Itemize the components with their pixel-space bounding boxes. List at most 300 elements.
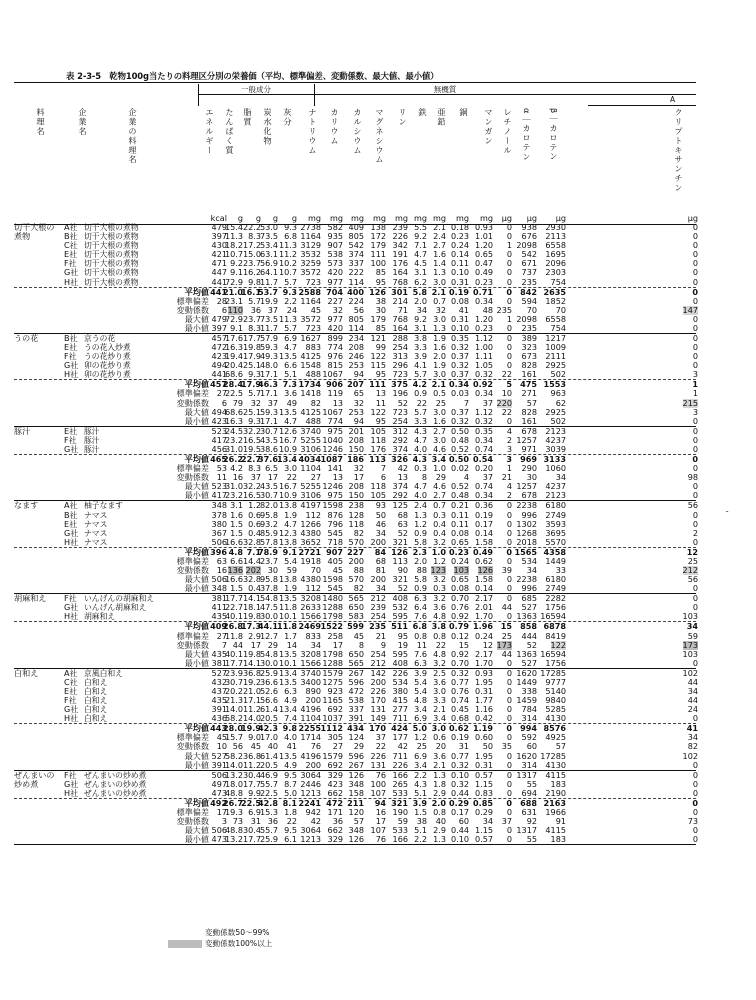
cell-value: 2.7: [433, 425, 446, 436]
cell-value: 678: [521, 425, 537, 436]
cell-value: 0: [692, 415, 698, 426]
cell-value: 179: [370, 240, 386, 251]
cell-value: 23.7: [242, 258, 261, 269]
cell-value: 0.62: [449, 723, 469, 734]
cell-value: 0.31: [450, 313, 469, 324]
cell-value: 2: [692, 527, 698, 538]
cell-value: 3.2: [433, 536, 446, 547]
cell-value: 13.5: [278, 406, 297, 417]
cell-value: 122: [370, 406, 386, 417]
cell-value: 68: [397, 509, 408, 520]
cell-value: 0: [692, 240, 698, 251]
cell-value: 95.8: [259, 574, 278, 585]
cell-value: 479: [211, 222, 227, 233]
cell-value: 16.6: [224, 574, 243, 585]
cell-value: 711: [392, 713, 408, 724]
cell-value: 0: [506, 759, 512, 770]
cell-value: 277: [392, 704, 408, 715]
cell-value: 12.7: [259, 630, 278, 641]
cell-value: 0: [506, 769, 512, 780]
cell-value: 3.9: [414, 351, 427, 362]
cell-value: 11.8: [278, 602, 297, 613]
cell-value: 0.4: [248, 583, 261, 594]
cell-value: 2190: [545, 787, 566, 798]
cell-value: 18.2: [224, 240, 243, 251]
cell-value: 1.0: [431, 546, 446, 557]
cell-value: 1756: [545, 657, 566, 668]
cell-value: 573: [327, 258, 343, 269]
cell-value: 2113: [545, 231, 566, 242]
cell-value: 1213: [300, 787, 321, 798]
cell-value: 678: [521, 490, 537, 501]
cell-value: 20: [435, 741, 446, 752]
cell-value: 969: [520, 454, 537, 465]
stat-row: [14, 659, 704, 668]
cell-value: 38: [416, 816, 427, 827]
stat-label: 最大値: [184, 648, 209, 659]
stat-label: 最小値: [184, 583, 209, 594]
cell-value: 288: [392, 333, 408, 344]
cell-value: 3.0: [433, 406, 446, 417]
cell-value: 313: [392, 351, 408, 362]
cell-value: 1418: [300, 388, 321, 399]
cell-value: 27: [332, 741, 343, 752]
cell-value: 70: [555, 304, 566, 315]
header-dish: 料理名: [36, 108, 46, 137]
cell-value: 5570: [545, 536, 566, 547]
cell-value: 0.32: [450, 360, 469, 371]
cell-value: 1164: [300, 231, 321, 242]
cell-value: 100: [370, 258, 386, 269]
cell-value: 1.8: [433, 778, 446, 789]
company-dish-name: 切干大根の煮物: [84, 259, 139, 269]
cell-value: 200: [305, 759, 321, 770]
cell-value: 2: [506, 490, 512, 501]
header-nutrient: カリウム: [330, 108, 340, 146]
cell-value: 0.4: [433, 527, 446, 538]
cell-value: 2163: [543, 797, 566, 808]
cell-value: 11.3: [224, 231, 243, 242]
cell-value: 45: [216, 732, 227, 743]
cell-value: 183: [550, 834, 566, 845]
cell-value: 692: [327, 704, 343, 715]
cell-value: 22: [375, 741, 386, 752]
cell-value: 0.21: [450, 500, 469, 511]
cell-value: 0: [506, 536, 512, 547]
side-mark: ╶: [724, 508, 729, 516]
cell-value: 113: [369, 454, 386, 465]
company-name: F社: [64, 593, 77, 604]
cell-value: 432: [211, 676, 227, 687]
company-name: F社: [64, 769, 77, 780]
cell-value: 9.5: [284, 769, 297, 780]
cell-value: 40: [267, 741, 278, 752]
cell-value: 430: [211, 240, 227, 251]
cell-value: 170: [369, 723, 386, 734]
cell-value: 23.2: [224, 434, 243, 445]
cell-value: 397: [211, 231, 227, 242]
cell-value: 0: [692, 231, 698, 242]
cell-value: 2.4: [414, 500, 427, 511]
header-nutrient: β｜カロテン: [549, 108, 559, 162]
cell-value: 4130: [545, 713, 566, 724]
cell-value: 1: [692, 379, 698, 390]
cell-value: 4.3: [414, 778, 427, 789]
cell-value: 1.15: [474, 825, 493, 836]
cell-value: 7.6: [414, 648, 427, 659]
cell-value: 4125: [300, 351, 321, 362]
cell-value: 12: [686, 546, 698, 557]
cell-value: 0: [506, 546, 512, 557]
cell-value: 796: [327, 518, 343, 529]
cell-value: 5285: [545, 704, 566, 715]
cell-value: 692: [327, 759, 343, 770]
cell-value: 662: [327, 825, 343, 836]
cell-value: 0.4: [433, 518, 446, 529]
company-dish-name: 京うの花: [84, 334, 116, 344]
cell-value: 2635: [543, 286, 566, 297]
company-name: G社: [64, 778, 79, 789]
cell-value: 473: [211, 834, 227, 845]
cell-value: 2.5: [433, 667, 446, 678]
cell-value: 0: [692, 490, 698, 501]
cell-value: 502: [550, 369, 566, 380]
cell-value: 423: [327, 778, 343, 789]
cell-value: 12.3: [278, 527, 297, 538]
cell-value: 441: [211, 276, 227, 287]
unit-label: mg: [479, 213, 493, 223]
cell-value: 1288: [322, 602, 343, 613]
cell-value: 2.7: [433, 240, 446, 251]
cell-value: 0: [506, 258, 512, 269]
cell-value: 4.8: [433, 648, 446, 659]
cell-value: 68: [375, 555, 386, 566]
cell-value: 545: [327, 583, 343, 594]
cell-value: 2925: [545, 360, 566, 371]
cell-value: 0: [692, 351, 698, 362]
header-divider: [314, 84, 315, 106]
cell-value: 126: [477, 564, 493, 575]
cell-value: 235: [521, 276, 537, 287]
cell-value: 456: [211, 443, 227, 454]
cell-value: 409: [210, 621, 227, 632]
cell-value: 76: [375, 769, 386, 780]
cell-value: 329: [327, 769, 343, 780]
cell-value: 6.3: [284, 685, 297, 696]
cell-value: 465: [210, 454, 227, 465]
cell-value: 57: [555, 741, 566, 752]
cell-value: 3532: [300, 249, 321, 260]
cell-value: 375: [391, 379, 408, 390]
cell-value: 595: [392, 648, 408, 659]
cell-value: 200: [305, 695, 321, 706]
cell-value: 1.5: [230, 583, 243, 594]
cell-value: 57: [526, 397, 537, 408]
cell-value: 43.5: [259, 434, 278, 445]
cell-value: 488: [305, 369, 321, 380]
cell-value: 16594: [540, 648, 566, 659]
cell-value: 0.8: [433, 807, 446, 817]
company-name: E社: [64, 249, 78, 260]
cell-value: 768: [392, 276, 408, 287]
cell-value: 65: [353, 388, 364, 399]
cell-value: 9.3: [282, 286, 297, 297]
cell-value: 10.7: [224, 249, 243, 260]
cell-value: 0.35: [450, 333, 469, 344]
cell-value: 212: [682, 564, 698, 575]
cell-value: 42.8: [258, 797, 278, 808]
cell-value: 1.96: [473, 621, 493, 632]
cell-value: 200: [370, 574, 386, 585]
company-name: G社: [64, 443, 79, 454]
cell-value: 3039: [545, 443, 566, 454]
cell-value: 0.24: [450, 555, 469, 566]
cell-value: 0.47: [474, 258, 493, 269]
table-row: [14, 370, 704, 379]
cell-value: 164: [392, 267, 408, 278]
cell-value: 0: [506, 249, 512, 260]
cell-value: 1598: [322, 500, 343, 511]
cell-value: 0: [692, 434, 698, 445]
cell-value: 3.0: [284, 463, 297, 474]
cell-value: 3.1: [414, 267, 427, 278]
cell-value: 16.6: [224, 536, 243, 547]
cell-value: 59: [687, 630, 698, 641]
cell-value: 23.9: [224, 667, 243, 678]
stat-label: 変動係数: [176, 564, 209, 575]
cell-value: 11.7: [259, 322, 278, 333]
cell-value: 13.8: [278, 574, 297, 585]
cell-value: 380: [211, 518, 227, 529]
cell-value: 676: [521, 231, 537, 242]
cell-value: 4358: [543, 546, 566, 557]
cell-value: 166: [392, 769, 408, 780]
cell-value: 0.9: [414, 583, 427, 594]
company-name: F社: [64, 258, 77, 269]
cell-value: 53: [216, 463, 227, 474]
cell-value: 1966: [545, 807, 566, 817]
cell-value: 26.8: [223, 621, 243, 632]
cell-value: 3.6: [433, 750, 446, 761]
cell-value: 45: [332, 564, 343, 575]
cell-value: 0: [692, 769, 698, 780]
cell-value: 27: [216, 630, 227, 641]
cell-value: 441: [211, 369, 227, 380]
cell-value: 650: [348, 648, 364, 659]
cell-value: 542: [348, 240, 364, 251]
cell-value: 0.18: [450, 222, 469, 233]
cell-value: 23.1: [224, 295, 243, 306]
header-divider: [198, 84, 199, 106]
cell-value: 16.7: [278, 434, 297, 445]
cell-value: 4196: [300, 704, 321, 715]
cell-value: 161: [521, 369, 537, 380]
cell-value: 40.1: [224, 611, 243, 622]
cell-value: 17.1: [259, 415, 278, 426]
cell-value: 1.00: [474, 342, 493, 353]
cell-value: 5.0: [412, 723, 427, 734]
cell-value: 141: [327, 463, 343, 474]
stat-label: 平均値: [184, 621, 209, 632]
cell-value: 1165: [322, 695, 343, 706]
cell-value: 21: [501, 472, 512, 483]
cell-value: 594: [521, 295, 537, 306]
cell-value: 8419: [545, 630, 566, 641]
cell-value: 4.0: [414, 490, 427, 501]
cell-value: 923: [327, 685, 343, 696]
cell-value: 494: [211, 360, 227, 371]
cell-value: 0: [692, 593, 698, 604]
company-name: F社: [64, 695, 77, 706]
cell-value: 8: [358, 639, 364, 650]
cell-value: 19.9: [259, 295, 278, 306]
cell-value: 128: [348, 509, 364, 520]
stat-label: 平均値: [184, 723, 209, 734]
cell-value: 55.7: [259, 778, 278, 789]
cell-value: 63.1: [259, 249, 278, 260]
cell-value: 0: [506, 593, 512, 604]
cell-value: 0.65: [474, 249, 493, 260]
cell-value: 24: [286, 304, 297, 315]
cell-value: 2: [506, 434, 512, 445]
cell-value: 36.6: [259, 676, 278, 687]
cell-value: 21.3: [224, 695, 243, 706]
cell-value: 2123: [545, 490, 566, 501]
cell-value: 314: [521, 713, 537, 724]
cell-value: 0: [506, 509, 512, 520]
cell-value: 472: [211, 342, 227, 353]
cell-value: 11.8: [277, 621, 297, 632]
cell-value: 16: [375, 807, 386, 817]
cell-value: 4.7: [284, 518, 297, 529]
company-dish-name: ナマス: [84, 519, 108, 529]
cell-value: 37: [482, 397, 493, 408]
unit-label: mg: [350, 213, 364, 223]
cell-value: 239: [392, 222, 408, 233]
cell-value: 14.0: [224, 704, 243, 715]
cell-value: 6180: [545, 574, 566, 585]
stat-label: 変動係数: [176, 472, 209, 483]
cell-value: 55: [526, 778, 537, 789]
cell-value: 19.8: [242, 648, 261, 659]
cell-value: 42: [397, 463, 408, 474]
cell-value: 533: [392, 787, 408, 798]
cell-value: 258: [327, 630, 343, 641]
cell-value: 523: [211, 481, 227, 492]
cell-value: 13.4: [277, 454, 297, 465]
stat-label: 標準偏差: [176, 463, 209, 474]
cell-value: 48: [482, 304, 493, 315]
company-dish-name: 京風白和え: [84, 668, 123, 678]
stat-label: 平均値: [184, 454, 209, 465]
cell-value: 494: [211, 406, 227, 417]
cell-value: 0.37: [450, 369, 469, 380]
cell-value: 179: [370, 313, 386, 324]
cell-value: 533: [392, 825, 408, 836]
cell-value: 91: [555, 816, 566, 827]
cell-value: 226: [392, 667, 408, 678]
cell-value: 201: [348, 425, 364, 436]
cell-value: 7: [380, 463, 386, 474]
top-rule: [14, 82, 696, 83]
cell-value: 1.15: [474, 778, 493, 789]
stat-label: 標準偏差: [176, 555, 209, 566]
cell-value: 271: [521, 388, 537, 399]
cell-value: 0: [506, 834, 512, 845]
cell-value: 397: [211, 322, 227, 333]
cell-value: 2749: [545, 509, 566, 520]
cell-value: 176: [392, 258, 408, 269]
cell-value: 235: [521, 322, 537, 333]
cell-value: 118: [370, 481, 386, 492]
cell-value: 37: [482, 472, 493, 483]
stat-label: 最大値: [184, 750, 209, 761]
cell-value: 125: [392, 500, 408, 511]
cell-value: 196: [392, 388, 408, 399]
cell-value: 39: [501, 564, 512, 575]
cell-value: 1.16: [474, 704, 493, 715]
cell-value: 1.9: [284, 583, 297, 594]
stat-label: 最小値: [184, 322, 209, 333]
stat-label: 標準偏差: [176, 295, 209, 306]
cell-value: 0: [692, 602, 698, 613]
cell-value: 0.76: [450, 685, 469, 696]
cell-value: 805: [348, 313, 364, 324]
stat-label: 最小値: [184, 759, 209, 770]
legend-item: [168, 938, 272, 949]
cell-value: 3.8: [414, 333, 427, 344]
cell-value: 4.0: [284, 732, 297, 743]
cell-value: 24.5: [224, 425, 243, 436]
cell-value: 0.32: [450, 759, 469, 770]
cell-value: 3.9: [412, 797, 427, 808]
cell-value: 1852: [545, 295, 566, 306]
cell-value: 1.20: [474, 313, 493, 324]
cell-value: 1566: [300, 611, 321, 622]
cell-value: 9.3: [284, 222, 297, 233]
cell-value: 21: [375, 630, 386, 641]
cell-value: 29: [435, 472, 446, 483]
cell-value: 71: [397, 304, 408, 315]
cell-value: 36: [267, 816, 278, 827]
cell-value: 0.14: [450, 249, 469, 260]
cell-value: 381: [211, 593, 227, 604]
cell-value: 6.5: [265, 463, 278, 474]
company-name: H社: [64, 611, 79, 622]
cell-value: 42.3: [258, 723, 278, 734]
cell-value: 36: [332, 816, 343, 827]
cell-value: 3208: [300, 648, 321, 659]
cell-value: 3064: [300, 825, 321, 836]
cell-value: 11.7: [259, 276, 278, 287]
cell-value: 754: [550, 276, 566, 287]
company-name: G社: [64, 704, 79, 715]
cell-value: 32: [353, 463, 364, 474]
cell-value: 16.3: [224, 342, 243, 353]
cell-value: 4925: [545, 732, 566, 743]
cell-value: 890: [305, 685, 321, 696]
cell-value: 8.1: [282, 797, 297, 808]
cell-value: 380: [392, 685, 408, 696]
cell-value: 338: [521, 685, 537, 696]
cell-value: 20.4: [224, 360, 243, 371]
cell-value: 52: [526, 639, 537, 650]
cell-value: 60: [458, 816, 469, 827]
cell-value: 13.8: [278, 500, 297, 511]
cell-value: 0.03: [450, 388, 469, 399]
cell-value: 3.3: [433, 695, 446, 706]
cell-value: 227: [347, 546, 364, 557]
